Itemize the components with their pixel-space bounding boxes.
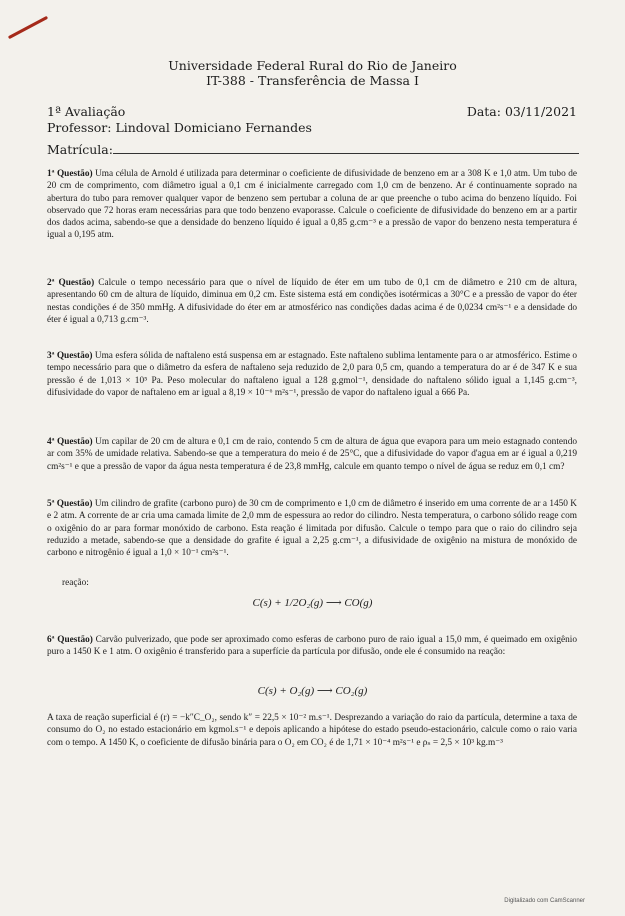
matricula-row xyxy=(47,142,577,157)
question-label: 4ª Questão) xyxy=(47,437,93,447)
matricula-label: Matrícula: xyxy=(47,142,113,157)
reaction-label: reação: xyxy=(62,578,89,588)
exam-header xyxy=(0,58,625,88)
question-label: 5ª Questão) xyxy=(47,499,93,509)
question-text: Uma célula de Arnold é utilizada para determinar o coeficiente de difusividade de benzeno em ar a 308 K e 1,0 atm. Um tubo de 20 cm de comprimento, com diâmetro igual a 0,1 cm é inicialmente carregado com 1,0 cm de benzeno. Ar é continuamente soprado na abertura do tubo para remover qualquer vapor de benzeno sem pertubar a coluna de ar que preenche o tubo acima do benzeno líquido. Foi observado que 72 horas eram necessárias para que todo benzeno evaporasse. Calcule o coeficiente de difusividade do benzeno em ar a partir dos dados acima, sabendo-se que a densidade do benzeno líquido é igual a 0,85 g.cm⁻³ e a pressão de vapor do benzeno nesta temperatura é igual a 0,195 atm. xyxy=(47,169,577,241)
exam-date: Data: 03/11/2021 xyxy=(466,104,577,119)
question-2 xyxy=(47,277,577,326)
question-label: 3ª Questão) xyxy=(47,351,93,361)
question-label: 1ª Questão) xyxy=(47,169,93,179)
evaluation-row xyxy=(47,104,577,119)
question-1 xyxy=(47,168,577,242)
question-4 xyxy=(47,436,577,473)
question-text: Um capilar de 20 cm de altura e 0,1 cm de raio, contendo 5 cm de altura de água que evapora para um meio estagnado contendo ar com 35% de umidade relativa. Sabendo-se que a temperatura do meio é de 25°C, que a difusividade do vapor d'agua em ar é igual a 0,219 cm²s⁻¹ e que a pressão de vapor da água nesta temperatura é de 23,8 mmHg, calcule em quanto tempo o nível de água se reduz em 0,1 cm? xyxy=(47,437,577,472)
question-text: Uma esfera sólida de naftaleno está suspensa em ar estagnado. Este naftaleno sublima lentamente para o ar atmosférico. Estime o tempo necessário para que o diâmetro da esfera de naftaleno seja reduzido de 2,0 para 0,5 cm, quando a temperatura do ar é de 347 K e sua pressão é de 1,013 × 10⁵ Pa. Peso molecular do naftaleno igual a 128 g.gmol⁻¹, densidade do naftaleno sólido igual a 1,145 g.cm⁻³, difusividade do vapor de naftaleno em ar igual a 8,19 × 10⁻⁶ m²s⁻¹, pressão de vapor do naftaleno igual a 666 Pa. xyxy=(47,351,577,398)
exam-meta xyxy=(47,104,577,157)
question-text: Carvão pulverizado, que pode ser aproximado como esferas de carbono puro de raio igual a 15,0 mm, é queimado em oxigênio puro a 1450 K e 1 atm. O oxigênio é transferido para a superfície da partícula por difusão, onde ele é consumido na reação: xyxy=(47,635,577,658)
matricula-field[interactable] xyxy=(113,153,579,154)
question-6-continuation: A taxa de reação superficial é (r) = −k″C_O₂, sendo k″ = 22,5 × 10⁻² m.s⁻¹. Desprezando a variação do raio da partícula, determine a taxa de consumo do O₂ no estado estacionário em kgmol.s⁻¹ e depois aplicando a hipótese do estado pseudo-estacionário, calcule como o raio varia com o tempo. A 1450 K, o coeficiente de difusão binária para o O₂ em CO₂ é de 1,71 × 10⁻⁴ m²s⁻¹ e ρₛ = 2,5 × 10³ kg.m⁻³ xyxy=(47,713,577,748)
question-label: 2ª Questão) xyxy=(47,278,95,288)
scanner-watermark: Digitalizado com CamScanner xyxy=(504,898,585,904)
question-5 xyxy=(47,498,577,559)
reaction-equation-1: C(s) + 1/2O₂(g) ⟶ CO(g) xyxy=(252,597,373,609)
question-text: Um cilindro de grafite (carbono puro) de 30 cm de comprimento e 1,0 cm de diâmetro é inserido em uma corrente de ar a 1450 K e 2 atm. A corrente de ar cria uma camada limite de 2,0 mm de espessura ao redor do cilindro. Nesta temperatura, o carbono sólido reage com o oxigênio do ar para formar monóxido de carbono. Esta reação é limitada por difusão. Calcule o tempo para que o raio do cilindro seja reduzido a metade, sabendo-se que a densidade do grafite é igual a 2,25 g.cm⁻¹, a difusividade de oxigênio na mistura de monóxido de carbono e nitrogênio é igual a 1,0 × 10⁻¹ cm²s⁻¹. xyxy=(47,499,577,559)
question-label: 6ª Questão) xyxy=(47,635,93,645)
question-3 xyxy=(47,350,577,399)
question-text: Calcule o tempo necessário para que o nível de líquido de éter em um tubo de 0,1 cm de diâmetro e 210 cm de altura, apresentando 60 cm de altura de líquido, diminua em 0,2 cm. Este sistema está em condições isotérmicas a 30°C e a pressão de vapor do éter nestas condições é de 350 mmHg. A difusividade do éter em ar atmosférico nas condições dadas acima é de 0,0234 cm²s⁻¹ e a densidade do éter é igual a 0,713 g.cm⁻³. xyxy=(47,278,577,325)
reaction-equation-2: C(s) + O₂(g) ⟶ CO₂(g) xyxy=(257,685,368,697)
university-name: Universidade Federal Rural do Rio de Janeiro xyxy=(168,58,457,73)
pen-stroke xyxy=(8,16,48,39)
course-name: IT-388 - Transferência de Massa I xyxy=(206,73,419,88)
professor-name: Professor: Lindoval Domiciano Fernandes xyxy=(47,120,312,135)
question-6 xyxy=(47,634,577,659)
evaluation-label: 1ª Avaliação xyxy=(47,104,126,119)
